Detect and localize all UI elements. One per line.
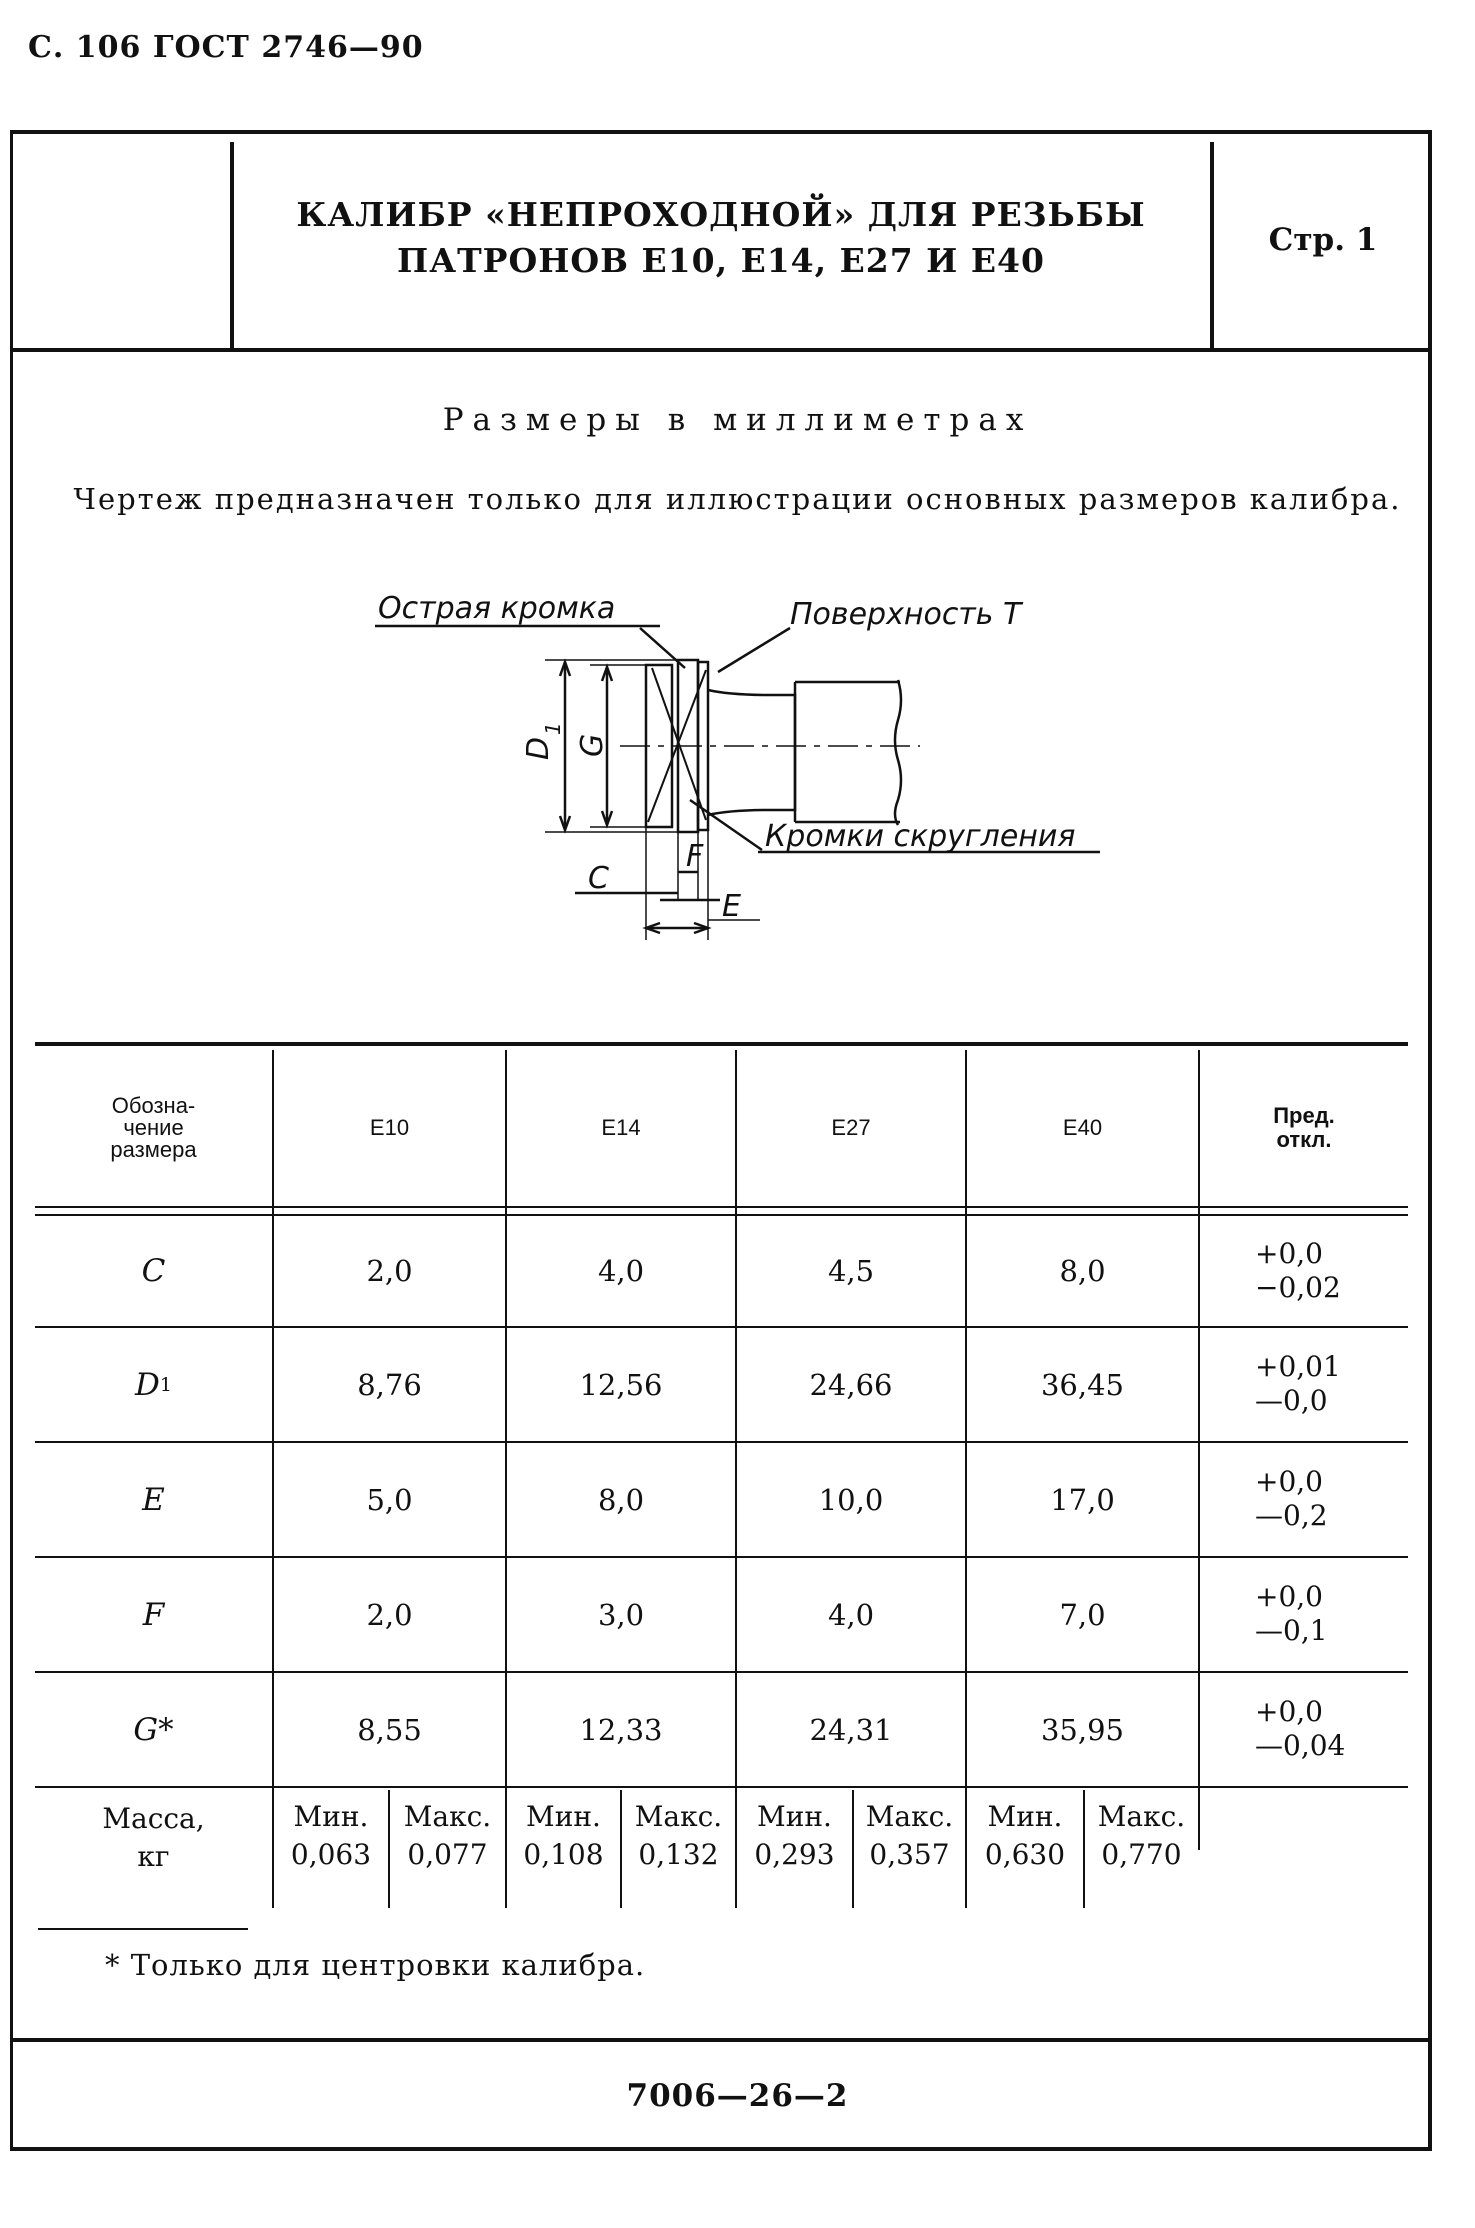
row-c-e14: 4,0 — [597, 1254, 645, 1288]
row-e-tol-plus: +0,0 — [1255, 1465, 1323, 1498]
title-block-bottom — [10, 348, 1432, 352]
row-d1-tol-plus: +0,01 — [1255, 1350, 1341, 1383]
row-d1-e40: 36,45 — [1040, 1367, 1125, 1402]
row-f-e40: 7,0 — [1059, 1597, 1106, 1632]
row-g-e27: 24,31 — [809, 1712, 893, 1747]
row-c-tol-minus: −0,02 — [1255, 1271, 1341, 1304]
mass-e14-max-label: Макс. — [634, 1800, 723, 1833]
row-d1-e14: 12,56 — [579, 1367, 663, 1402]
row-g-e10: 8,55 — [357, 1712, 422, 1747]
header-designation: Обозна- чение размера — [110, 1093, 197, 1162]
mass-e40-min: 0,630 — [984, 1838, 1066, 1871]
frame-bottom-border — [10, 2147, 1432, 2151]
row-e-tol-minus: —0,2 — [1255, 1499, 1328, 1532]
mass-e10-min-label: Мин. — [293, 1800, 369, 1833]
row-e-e40: 17,0 — [1050, 1482, 1115, 1517]
row-d1-e27: 24,66 — [809, 1367, 893, 1402]
row-separator — [35, 1786, 1408, 1788]
table-top-rule — [35, 1042, 1408, 1046]
row-g-symbol: G* — [133, 1711, 174, 1748]
label-e: E — [722, 889, 741, 924]
mass-e40-min-label: Мин. — [987, 1800, 1063, 1833]
frame-top-border — [10, 130, 1432, 134]
page-code: 7006—26—2 — [626, 2078, 849, 2114]
row-g-e40: 35,95 — [1040, 1712, 1125, 1747]
label-d1: D — [521, 736, 556, 760]
row-c-e40: 8,0 — [1059, 1254, 1106, 1288]
dimensions-note: Размеры в миллиметрах — [442, 402, 1033, 438]
row-c-e10: 2,0 — [366, 1254, 413, 1288]
row-d1-symbol-subscript: 1 — [159, 1373, 172, 1396]
purpose-note: Чертеж предназначен только для иллюстрации основных размеров калибра. — [73, 482, 1402, 516]
row-e-e10: 5,0 — [366, 1482, 413, 1517]
row-g-e14: 12,33 — [579, 1712, 663, 1747]
row-e-symbol: E — [142, 1481, 165, 1518]
mass-e27-min-label: Мин. — [757, 1800, 832, 1833]
footnote-rule — [38, 1928, 248, 1930]
label-f: F — [686, 839, 704, 874]
footer-rule — [10, 2038, 1432, 2042]
row-f-tol-minus: —0,1 — [1255, 1614, 1328, 1647]
header-e40: Е40 — [1062, 1115, 1103, 1140]
header-e27: Е27 — [831, 1115, 871, 1140]
gauge-neck — [708, 690, 795, 815]
label-rounding-edges: Кромки скругления — [765, 819, 1076, 854]
mass-e40-max: 0,770 — [1101, 1838, 1182, 1871]
label-d1-subscript: 1 — [541, 722, 565, 735]
row-g-tol-plus: +0,0 — [1255, 1695, 1323, 1728]
mass-e14-min-label: Мин. — [526, 1800, 601, 1833]
mass-e10-max-label: Макс. — [403, 1800, 492, 1833]
row-e-e14: 8,0 — [597, 1482, 645, 1517]
header-e14: Е14 — [601, 1115, 641, 1140]
label-sharp-edge: Острая кромка — [378, 591, 616, 626]
mass-e27-max: 0,357 — [869, 1838, 950, 1871]
mass-e10-min: 0,063 — [290, 1838, 372, 1871]
gauge-drawing — [0, 560, 1475, 960]
row-c-symbol: C — [141, 1253, 166, 1289]
row-f-e27: 4,0 — [827, 1597, 875, 1632]
surface-leader — [718, 628, 790, 672]
footnote: * Только для центровки калибра. — [105, 1948, 646, 1982]
header-tolerance: Пред. откл. — [1273, 1103, 1335, 1152]
title-divider-right — [1210, 142, 1214, 348]
table-header-rule-1 — [35, 1206, 1408, 1208]
row-d1-symbol-letter: D — [135, 1366, 160, 1403]
label-surface-t: Поверхность Т — [790, 597, 1022, 632]
row-d1-e10: 8,76 — [357, 1367, 422, 1402]
mass-e27-max-label: Макс. — [865, 1800, 954, 1833]
gauge-break-line — [895, 680, 901, 825]
label-c: C — [588, 861, 609, 896]
title-line-2: ПАТРОНОВ Е10, Е14, Е27 И Е40 — [397, 241, 1045, 280]
row-f-symbol: F — [142, 1596, 165, 1633]
mass-e40-max-label: Макс. — [1097, 1800, 1186, 1833]
row-d1-tol-minus: —0,0 — [1255, 1384, 1328, 1417]
title-line-1: КАЛИБР «НЕПРОХОДНОЙ» ДЛЯ РЕЗЬБЫ — [296, 195, 1146, 234]
row-e-e27: 10,0 — [818, 1482, 884, 1517]
mass-label: Масса, кг — [102, 1802, 205, 1873]
page-label: Стр. 1 — [1268, 222, 1378, 258]
page-header: С. 106 ГОСТ 2746—90 — [28, 30, 424, 65]
mass-e14-max: 0,132 — [638, 1838, 719, 1871]
row-d1-symbol — [35, 1328, 272, 1441]
mass-e10-max: 0,077 — [407, 1838, 488, 1871]
row-f-tol-plus: +0,0 — [1255, 1580, 1323, 1613]
row-f-e14: 3,0 — [597, 1597, 645, 1632]
row-f-e10: 2,0 — [366, 1597, 413, 1632]
row-g-tol-minus: —0,04 — [1255, 1729, 1346, 1762]
mass-e27-min: 0,293 — [754, 1838, 835, 1871]
row-c-e27: 4,5 — [827, 1254, 875, 1288]
header-e10: Е10 — [369, 1115, 410, 1140]
row-c-tol-plus: +0,0 — [1255, 1237, 1323, 1270]
mass-e14-min: 0,108 — [523, 1838, 604, 1871]
label-g: G — [575, 733, 610, 757]
